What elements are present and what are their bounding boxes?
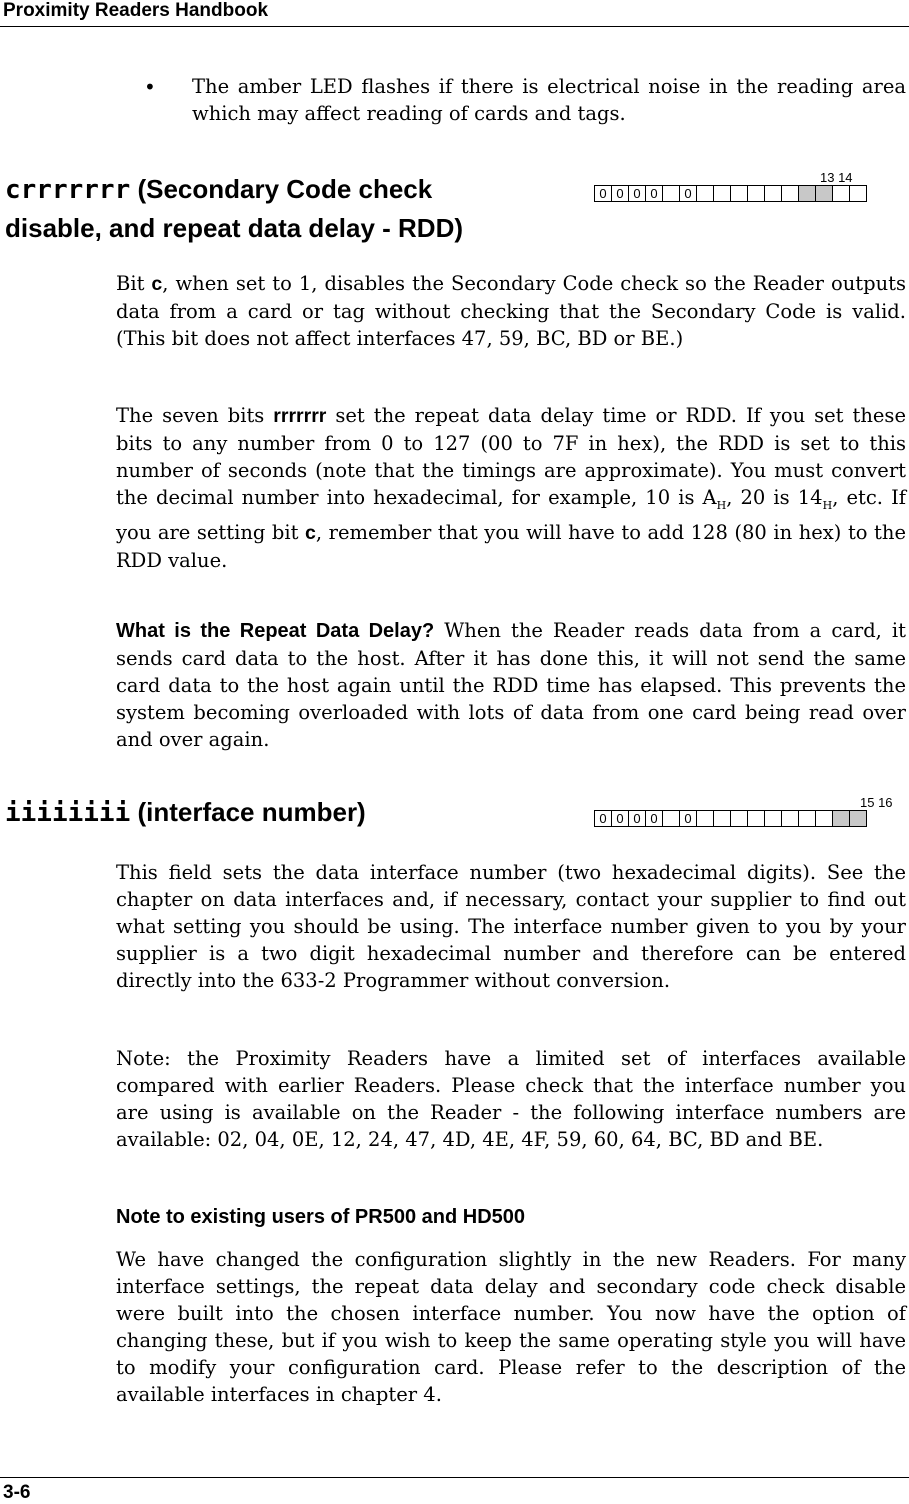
- bit-cell-highlighted: [833, 810, 850, 827]
- text-run: , etc. If you are setting bit: [116, 486, 906, 544]
- note-heading: Note to existing users of PR500 and HD500: [116, 1206, 526, 1228]
- bit-cell: [782, 810, 799, 827]
- bit-cell: [850, 185, 867, 202]
- bit-cell-highlighted: [850, 810, 867, 827]
- paragraph-rdd-bits: [116, 402, 906, 574]
- paragraph-interface-number: This field sets the data interface number (two hexadecimal digits). See the chapter on data interfaces and, if necessary, contact your supplier to find out what setting you should be using. The interface number given to you by your supplier is a two digit hexadecimal number and therefore can be entered directly into the 633-2 Programmer without conversion.: [116, 861, 906, 992]
- section-title: (interface number): [130, 797, 366, 827]
- bit-cell: [663, 185, 680, 202]
- text-run: When the Reader reads data from a card, it sends card data to the host. After it has done this, it will not send the same card data to the host again until the RDD time has elapsed. This prevents the system becoming overloaded with lots of data from one card being read over and over again.: [116, 619, 906, 751]
- bit-cell: [663, 810, 680, 827]
- bit-cell: [833, 185, 850, 202]
- bit-cell-highlighted: [799, 185, 816, 202]
- section-title-line2: disable, and repeat data delay - RDD): [5, 213, 464, 243]
- bit-numbers-label: 13 14: [820, 170, 853, 185]
- section-code: iiiiiiii: [5, 798, 131, 828]
- paragraph-interface-note: Note: the Proximity Readers have a limited set of interfaces available compared with earlier Readers. Please check that the interface number you are using is available on the Reader - the following interface numbers are available: 02, 04, 0E, 12, 24, 47, 4D, 4E, 4F, 59, 60, 64, BC, BD and BE.: [116, 1047, 906, 1151]
- bit-cell: 0: [646, 185, 663, 202]
- page-footer: [0, 1477, 909, 1503]
- bit-diagram-2: [594, 810, 867, 827]
- bullet-text: The amber LED flashes if there is electrical noise in the reading area which may affect reading of cards and tags.: [192, 75, 906, 125]
- bit-cell-highlighted: [816, 185, 833, 202]
- paragraph-rdd-explain: [116, 617, 906, 753]
- paragraph-existing-users: We have changed the configuration slightly in the new Readers. For many interface settings, the repeat data delay and secondary code check disable were built into the chosen interface number. You now have the option of changing these, but if you wish to keep the same operating style you will have to modify your configuration card. Please refer to the description of the available interfaces in chapter 4.: [116, 1248, 906, 1406]
- text-run: The seven bits: [116, 404, 274, 427]
- bold-code: c: [151, 273, 163, 295]
- section-heading-iiiiiiii: [5, 793, 366, 832]
- bullet-point: •: [144, 75, 156, 99]
- section-heading-crrrrrrr: [5, 170, 463, 247]
- bit-cell: 0: [612, 185, 629, 202]
- bit-cell: [714, 810, 731, 827]
- page-number: 3-6: [3, 1482, 31, 1503]
- bit-cell: 0: [680, 810, 697, 827]
- section-code: crrrrrrr: [5, 175, 131, 205]
- bit-cell: 0: [595, 810, 612, 827]
- bit-cell: [731, 810, 748, 827]
- inline-heading: What is the Repeat Data Delay?: [116, 620, 435, 642]
- bit-cell: 0: [629, 185, 646, 202]
- bit-cell: [816, 810, 833, 827]
- bit-cell: [748, 185, 765, 202]
- bit-cell: [697, 810, 714, 827]
- bit-diagram-1: [594, 185, 867, 202]
- section-title-line1: (Secondary Code check: [130, 174, 433, 204]
- bit-cell: [765, 810, 782, 827]
- bit-cell: 0: [629, 810, 646, 827]
- subscript: H: [716, 498, 727, 512]
- paragraph-bit-c: [116, 270, 906, 352]
- bit-cell: 0: [680, 185, 697, 202]
- bit-cell: [765, 185, 782, 202]
- bold-code: rrrrrrr: [273, 405, 327, 427]
- bit-numbers-label: 15 16: [860, 795, 893, 810]
- bit-cell: [714, 185, 731, 202]
- text-run: , remember that you will have to add 128 (80 in hex) to the RDD value.: [116, 520, 906, 572]
- bit-cell: [697, 185, 714, 202]
- bit-cell: [799, 810, 816, 827]
- bit-cell: 0: [612, 810, 629, 827]
- bold-code: c: [305, 521, 316, 544]
- bit-cell: [748, 810, 765, 827]
- bit-cell: [782, 185, 799, 202]
- text-run: Bit: [116, 272, 152, 295]
- bit-cell: [731, 185, 748, 202]
- bit-cell: 0: [646, 810, 663, 827]
- page-header: [0, 0, 909, 27]
- header-title: Proximity Readers Handbook: [3, 0, 269, 21]
- text-run: , when set to 1, disables the Secondary Code check so the Reader outputs data from a card or tag without checking that the Secondary Code is valid. (This bit does not affect interfaces 47, 59, BC, BD or BE.): [116, 272, 906, 350]
- subscript: H: [822, 498, 833, 512]
- bit-cell: 0: [595, 185, 612, 202]
- text-run: set the repeat data delay time or RDD. If you set these bits to any number from 0 to 127 (00 to 7F in hex), the RDD is set to this number of seconds (note that the timings are approximate). You must convert the decimal number into hexadecimal, for example, 10 is A: [116, 404, 906, 509]
- text-run: , 20 is 14: [726, 486, 823, 509]
